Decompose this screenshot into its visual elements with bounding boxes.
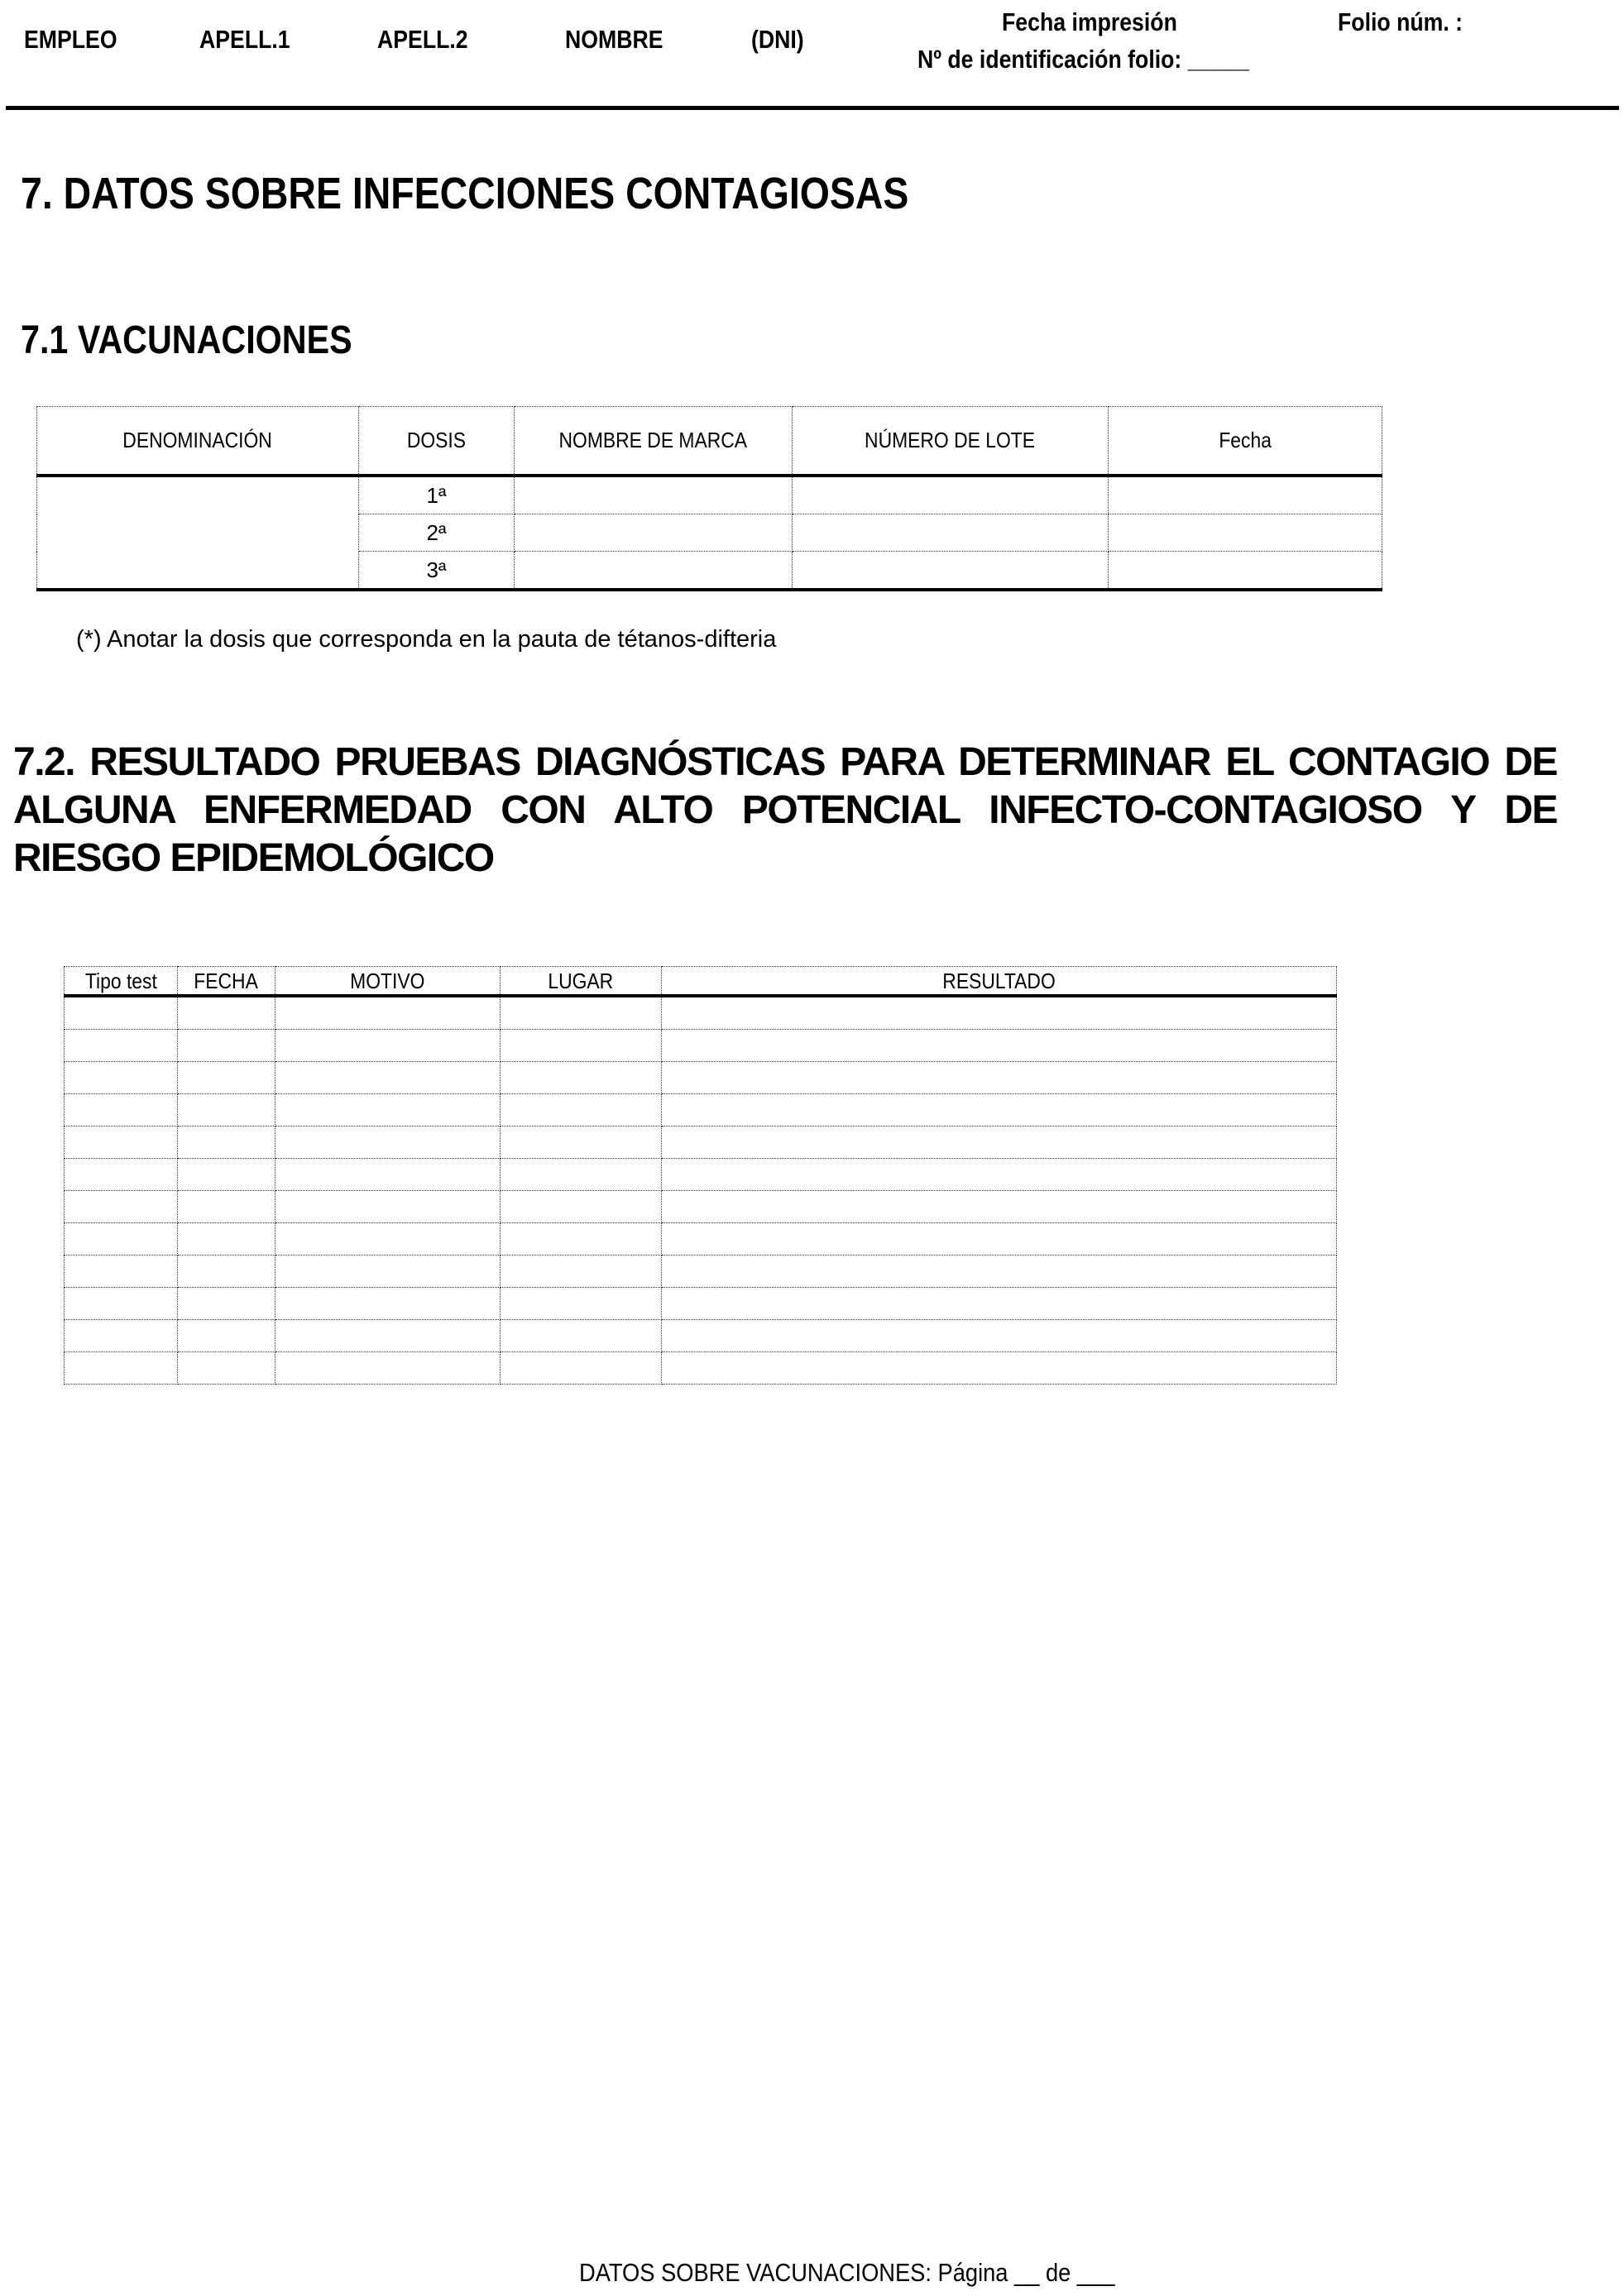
vaccination-note: (*) Anotar la dosis que corresponda en la pauta de tétanos-difteria — [76, 626, 777, 653]
tipo-test-cell[interactable] — [65, 1159, 178, 1191]
resultado-cell[interactable] — [662, 1352, 1337, 1385]
lugar-cell[interactable] — [501, 1256, 662, 1288]
fecha-cell[interactable] — [178, 1320, 275, 1352]
resultado-cell[interactable] — [662, 1094, 1337, 1126]
tipo-test-cell[interactable] — [65, 1062, 178, 1094]
motivo-cell[interactable] — [275, 1288, 501, 1320]
dose-label: 3ª — [359, 552, 515, 591]
table-row — [65, 1126, 1337, 1159]
section-71-title: 7.1 VACUNACIONES — [21, 318, 352, 362]
header-apell2: APELL.2 — [377, 25, 468, 54]
header-fecha-impresion: Fecha impresión — [1002, 7, 1177, 36]
tipo-test-cell[interactable] — [65, 996, 178, 1030]
vaccination-header-row — [37, 407, 1382, 476]
dose-label: 1ª — [359, 476, 515, 514]
tipo-test-cell[interactable] — [65, 1094, 178, 1126]
motivo-cell[interactable] — [275, 1352, 501, 1385]
marca-cell[interactable] — [515, 552, 793, 591]
lugar-cell[interactable] — [501, 1094, 662, 1126]
resultado-cell[interactable] — [662, 1159, 1337, 1191]
tipo-test-cell[interactable] — [65, 1256, 178, 1288]
tipo-test-cell[interactable] — [65, 1030, 178, 1062]
fecha-cell[interactable] — [1109, 552, 1382, 591]
fecha-cell[interactable] — [178, 1256, 275, 1288]
resultado-cell[interactable] — [662, 1191, 1337, 1223]
tipo-test-cell[interactable] — [65, 1320, 178, 1352]
resultado-cell[interactable] — [662, 1126, 1337, 1159]
fecha-cell[interactable] — [178, 1126, 275, 1159]
motivo-cell[interactable] — [275, 996, 501, 1030]
lugar-cell[interactable] — [501, 996, 662, 1030]
table-row — [65, 1223, 1337, 1256]
resultado-cell[interactable] — [662, 1062, 1337, 1094]
fecha-cell[interactable] — [178, 1288, 275, 1320]
motivo-cell[interactable] — [275, 1256, 501, 1288]
page-footer: DATOS SOBRE VACUNACIONES: Página __ de ___ — [579, 2258, 1115, 2287]
col-nombre-marca: NOMBRE DE MARCA — [515, 407, 793, 476]
fecha-cell[interactable] — [178, 1223, 275, 1256]
tipo-test-cell[interactable] — [65, 1352, 178, 1385]
header-id-folio: Nº de identificación folio: _____ — [917, 45, 1249, 74]
tipo-test-cell[interactable] — [65, 1223, 178, 1256]
col-resultado: RESULTADO — [662, 967, 1337, 997]
resultado-cell[interactable] — [662, 1288, 1337, 1320]
tests-header-row — [65, 967, 1337, 997]
motivo-cell[interactable] — [275, 1030, 501, 1062]
lote-cell[interactable] — [793, 476, 1109, 514]
motivo-cell[interactable] — [275, 1159, 501, 1191]
dose-label: 2ª — [359, 514, 515, 552]
lugar-cell[interactable] — [501, 1288, 662, 1320]
motivo-cell[interactable] — [275, 1223, 501, 1256]
diagnostic-tests-table — [64, 966, 1337, 1385]
lugar-cell[interactable] — [501, 1126, 662, 1159]
motivo-cell[interactable] — [275, 1191, 501, 1223]
fecha-cell[interactable] — [178, 1191, 275, 1223]
col-fecha: FECHA — [178, 967, 275, 997]
fecha-cell[interactable] — [178, 1030, 275, 1062]
resultado-cell[interactable] — [662, 1223, 1337, 1256]
col-tipo-test: Tipo test — [65, 967, 178, 997]
lugar-cell[interactable] — [501, 1191, 662, 1223]
lugar-cell[interactable] — [501, 1030, 662, 1062]
table-row — [65, 1094, 1337, 1126]
col-motivo: MOTIVO — [275, 967, 501, 997]
resultado-cell[interactable] — [662, 1030, 1337, 1062]
col-dosis: DOSIS — [359, 407, 515, 476]
tipo-test-cell[interactable] — [65, 1126, 178, 1159]
fecha-cell[interactable] — [178, 1062, 275, 1094]
tipo-test-cell[interactable] — [65, 1191, 178, 1223]
header-divider — [6, 106, 1619, 110]
table-row — [65, 1352, 1337, 1385]
header-dni: (DNI) — [751, 25, 804, 54]
section-7-title: 7. DATOS SOBRE INFECCIONES CONTAGIOSAS — [21, 169, 909, 218]
lugar-cell[interactable] — [501, 1223, 662, 1256]
motivo-cell[interactable] — [275, 1126, 501, 1159]
table-row — [65, 996, 1337, 1030]
table-row — [65, 1256, 1337, 1288]
table-row — [65, 1062, 1337, 1094]
table-row — [65, 1191, 1337, 1223]
marca-cell[interactable] — [515, 514, 793, 552]
fecha-cell[interactable] — [1109, 476, 1382, 514]
col-fecha: Fecha — [1109, 407, 1382, 476]
fecha-cell[interactable] — [1109, 514, 1382, 552]
header-empleo: EMPLEO — [24, 25, 117, 54]
col-numero-lote: NÚMERO DE LOTE — [793, 407, 1109, 476]
motivo-cell[interactable] — [275, 1320, 501, 1352]
table-row — [65, 1030, 1337, 1062]
table-row — [37, 476, 1382, 514]
table-row — [65, 1288, 1337, 1320]
fecha-cell[interactable] — [178, 1159, 275, 1191]
resultado-cell[interactable] — [662, 1320, 1337, 1352]
lugar-cell[interactable] — [501, 1352, 662, 1385]
fecha-cell[interactable] — [178, 1352, 275, 1385]
header-folio-num: Folio núm. : — [1338, 7, 1464, 36]
tipo-test-cell[interactable] — [65, 1288, 178, 1320]
table-row — [65, 1159, 1337, 1191]
marca-cell[interactable] — [515, 476, 793, 514]
fecha-cell[interactable] — [178, 1094, 275, 1126]
col-lugar: LUGAR — [501, 967, 662, 997]
table-row — [65, 1320, 1337, 1352]
motivo-cell[interactable] — [275, 1094, 501, 1126]
denominacion-cell[interactable] — [37, 476, 359, 590]
fecha-cell[interactable] — [178, 996, 275, 1030]
resultado-cell[interactable] — [662, 1256, 1337, 1288]
section-72-title: 7.2. RESULTADO PRUEBAS DIAGNÓSTICAS PARA DETERMINAR EL CONTAGIO DE ALGUNA ENFERMEDAD CON ALTO POTENCIAL INFECTO-CONTAGIOSO Y DE RIESGO EPIDEMOLÓGICO — [13, 740, 1557, 880]
vaccination-table — [36, 406, 1382, 591]
lugar-cell[interactable] — [501, 1159, 662, 1191]
motivo-cell[interactable] — [275, 1062, 501, 1094]
lote-cell[interactable] — [793, 514, 1109, 552]
resultado-cell[interactable] — [662, 996, 1337, 1030]
lugar-cell[interactable] — [501, 1320, 662, 1352]
lote-cell[interactable] — [793, 552, 1109, 591]
lugar-cell[interactable] — [501, 1062, 662, 1094]
header-apell1: APELL.1 — [199, 25, 290, 54]
header-nombre: NOMBRE — [565, 25, 663, 54]
col-denominacion: DENOMINACIÓN — [37, 407, 359, 476]
